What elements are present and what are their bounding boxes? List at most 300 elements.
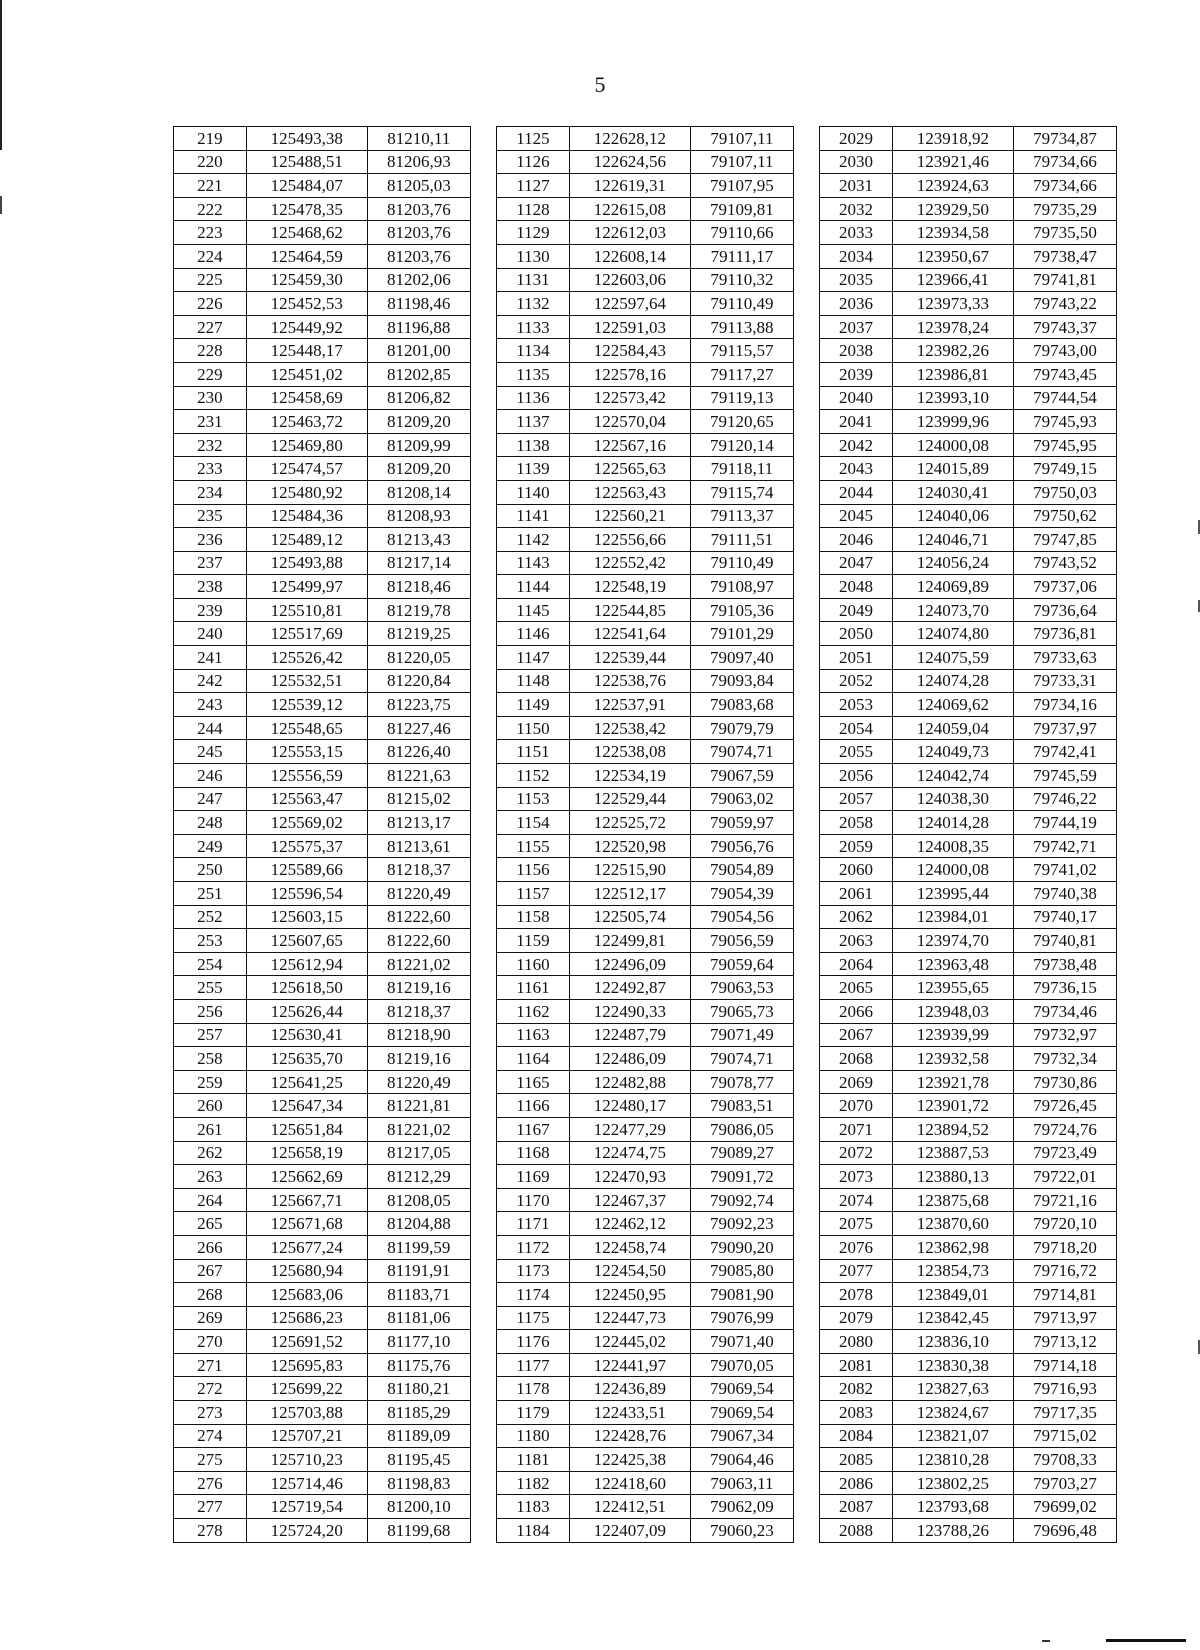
- cell-y-coordinate: 79713,97: [1013, 1306, 1116, 1330]
- table-row: [174, 646, 1117, 670]
- cell-y-coordinate: 79067,59: [690, 764, 793, 788]
- cell-point-number: 278: [174, 1519, 247, 1543]
- table-row: [174, 174, 1117, 198]
- cell-point-number: 224: [174, 244, 247, 268]
- column-gap: [793, 929, 819, 953]
- column-gap: [793, 811, 819, 835]
- table-row: [174, 386, 1117, 410]
- cell-x-coordinate: 125707,21: [246, 1424, 367, 1448]
- cell-y-coordinate: 79716,72: [1013, 1259, 1116, 1283]
- table-row: [174, 1094, 1117, 1118]
- column-gap: [470, 315, 496, 339]
- cell-x-coordinate: 122556,66: [569, 528, 690, 552]
- column-gap: [793, 1353, 819, 1377]
- cell-y-coordinate: 79716,93: [1013, 1377, 1116, 1401]
- table-row: [174, 740, 1117, 764]
- cell-point-number: 1161: [497, 976, 570, 1000]
- cell-x-coordinate: 125710,23: [246, 1448, 367, 1472]
- cell-point-number: 271: [174, 1353, 247, 1377]
- cell-point-number: 2057: [820, 787, 893, 811]
- cell-x-coordinate: 123929,50: [892, 197, 1013, 221]
- cell-x-coordinate: 122624,56: [569, 150, 690, 174]
- cell-y-coordinate: 79741,81: [1013, 268, 1116, 292]
- cell-y-coordinate: 79054,39: [690, 882, 793, 906]
- cell-x-coordinate: 122539,44: [569, 646, 690, 670]
- cell-y-coordinate: 81227,46: [367, 716, 470, 740]
- cell-point-number: 275: [174, 1448, 247, 1472]
- cell-point-number: 221: [174, 174, 247, 198]
- cell-point-number: 2047: [820, 551, 893, 575]
- cell-point-number: 2065: [820, 976, 893, 1000]
- cell-point-number: 1126: [497, 150, 570, 174]
- column-gap: [793, 787, 819, 811]
- column-gap: [793, 1188, 819, 1212]
- cell-x-coordinate: 125493,38: [246, 127, 367, 151]
- cell-y-coordinate: 79086,05: [690, 1117, 793, 1141]
- cell-x-coordinate: 122608,14: [569, 244, 690, 268]
- cell-y-coordinate: 79733,63: [1013, 646, 1116, 670]
- column-gap: [470, 669, 496, 693]
- cell-x-coordinate: 122544,85: [569, 598, 690, 622]
- cell-point-number: 2083: [820, 1401, 893, 1425]
- cell-point-number: 263: [174, 1165, 247, 1189]
- cell-x-coordinate: 122499,81: [569, 929, 690, 953]
- cell-point-number: 2058: [820, 811, 893, 835]
- column-gap: [470, 693, 496, 717]
- cell-y-coordinate: 81222,60: [367, 905, 470, 929]
- cell-y-coordinate: 79078,77: [690, 1070, 793, 1094]
- cell-x-coordinate: 125626,44: [246, 999, 367, 1023]
- column-gap: [470, 1424, 496, 1448]
- cell-y-coordinate: 79724,76: [1013, 1117, 1116, 1141]
- cell-x-coordinate: 122450,95: [569, 1283, 690, 1307]
- cell-x-coordinate: 125719,54: [246, 1495, 367, 1519]
- table-row: [174, 127, 1117, 151]
- table-row: [174, 811, 1117, 835]
- cell-x-coordinate: 122480,17: [569, 1094, 690, 1118]
- cell-x-coordinate: 122487,79: [569, 1023, 690, 1047]
- cell-point-number: 2035: [820, 268, 893, 292]
- column-gap: [793, 1235, 819, 1259]
- cell-x-coordinate: 123875,68: [892, 1188, 1013, 1212]
- scan-edge-mark: [1106, 1639, 1186, 1642]
- cell-point-number: 265: [174, 1212, 247, 1236]
- cell-point-number: 252: [174, 905, 247, 929]
- column-gap: [470, 716, 496, 740]
- cell-x-coordinate: 125603,15: [246, 905, 367, 929]
- cell-x-coordinate: 122458,74: [569, 1235, 690, 1259]
- cell-point-number: 2079: [820, 1306, 893, 1330]
- cell-y-coordinate: 79113,88: [690, 315, 793, 339]
- cell-y-coordinate: 79734,16: [1013, 693, 1116, 717]
- cell-x-coordinate: 122603,06: [569, 268, 690, 292]
- cell-point-number: 242: [174, 669, 247, 693]
- cell-x-coordinate: 125607,65: [246, 929, 367, 953]
- cell-x-coordinate: 125671,68: [246, 1212, 367, 1236]
- cell-y-coordinate: 81213,17: [367, 811, 470, 835]
- column-gap: [793, 197, 819, 221]
- cell-y-coordinate: 79063,53: [690, 976, 793, 1000]
- cell-x-coordinate: 125630,41: [246, 1023, 367, 1047]
- cell-x-coordinate: 122597,64: [569, 292, 690, 316]
- cell-point-number: 244: [174, 716, 247, 740]
- cell-y-coordinate: 81196,88: [367, 315, 470, 339]
- column-gap: [793, 669, 819, 693]
- cell-point-number: 1172: [497, 1235, 570, 1259]
- column-gap: [793, 315, 819, 339]
- cell-x-coordinate: 124056,24: [892, 551, 1013, 575]
- cell-point-number: 2055: [820, 740, 893, 764]
- cell-y-coordinate: 79733,31: [1013, 669, 1116, 693]
- cell-x-coordinate: 124073,70: [892, 598, 1013, 622]
- cell-x-coordinate: 125489,12: [246, 528, 367, 552]
- cell-x-coordinate: 123824,67: [892, 1401, 1013, 1425]
- cell-x-coordinate: 124000,08: [892, 858, 1013, 882]
- column-gap: [793, 858, 819, 882]
- cell-y-coordinate: 79699,02: [1013, 1495, 1116, 1519]
- cell-point-number: 1125: [497, 127, 570, 151]
- table-row: [174, 834, 1117, 858]
- cell-x-coordinate: 123788,26: [892, 1519, 1013, 1543]
- cell-y-coordinate: 79118,11: [690, 457, 793, 481]
- cell-point-number: 260: [174, 1094, 247, 1118]
- cell-x-coordinate: 122515,90: [569, 858, 690, 882]
- cell-x-coordinate: 125484,07: [246, 174, 367, 198]
- cell-point-number: 264: [174, 1188, 247, 1212]
- cell-y-coordinate: 79067,34: [690, 1424, 793, 1448]
- cell-point-number: 1153: [497, 787, 570, 811]
- cell-y-coordinate: 79745,95: [1013, 433, 1116, 457]
- cell-y-coordinate: 81209,99: [367, 433, 470, 457]
- table-row: [174, 362, 1117, 386]
- cell-point-number: 1157: [497, 882, 570, 906]
- cell-x-coordinate: 125699,22: [246, 1377, 367, 1401]
- cell-point-number: 256: [174, 999, 247, 1023]
- cell-x-coordinate: 122520,98: [569, 834, 690, 858]
- cell-x-coordinate: 122570,04: [569, 410, 690, 434]
- column-gap: [793, 244, 819, 268]
- column-gap: [470, 1377, 496, 1401]
- cell-point-number: 1130: [497, 244, 570, 268]
- cell-y-coordinate: 79092,74: [690, 1188, 793, 1212]
- column-gap: [793, 174, 819, 198]
- cell-point-number: 276: [174, 1471, 247, 1495]
- cell-y-coordinate: 79120,65: [690, 410, 793, 434]
- cell-point-number: 240: [174, 622, 247, 646]
- column-gap: [470, 1471, 496, 1495]
- cell-y-coordinate: 79056,76: [690, 834, 793, 858]
- cell-x-coordinate: 123974,70: [892, 929, 1013, 953]
- table-row: [174, 1448, 1117, 1472]
- cell-y-coordinate: 79745,59: [1013, 764, 1116, 788]
- cell-y-coordinate: 79107,95: [690, 174, 793, 198]
- cell-point-number: 270: [174, 1330, 247, 1354]
- column-gap: [793, 433, 819, 457]
- cell-point-number: 1145: [497, 598, 570, 622]
- cell-x-coordinate: 123955,65: [892, 976, 1013, 1000]
- cell-point-number: 246: [174, 764, 247, 788]
- cell-x-coordinate: 125677,24: [246, 1235, 367, 1259]
- column-gap: [793, 1094, 819, 1118]
- cell-y-coordinate: 79089,27: [690, 1141, 793, 1165]
- cell-point-number: 219: [174, 127, 247, 151]
- cell-x-coordinate: 123827,63: [892, 1377, 1013, 1401]
- coordinates-table-body: [174, 127, 1117, 1543]
- cell-x-coordinate: 122467,37: [569, 1188, 690, 1212]
- column-gap: [470, 905, 496, 929]
- table-row: [174, 622, 1117, 646]
- cell-x-coordinate: 124042,74: [892, 764, 1013, 788]
- cell-x-coordinate: 124008,35: [892, 834, 1013, 858]
- cell-x-coordinate: 123963,48: [892, 952, 1013, 976]
- cell-y-coordinate: 79064,46: [690, 1448, 793, 1472]
- cell-x-coordinate: 122541,64: [569, 622, 690, 646]
- cell-x-coordinate: 122512,17: [569, 882, 690, 906]
- cell-y-coordinate: 79708,33: [1013, 1448, 1116, 1472]
- cell-x-coordinate: 122428,76: [569, 1424, 690, 1448]
- cell-y-coordinate: 79735,50: [1013, 221, 1116, 245]
- cell-point-number: 1174: [497, 1283, 570, 1307]
- cell-x-coordinate: 123901,72: [892, 1094, 1013, 1118]
- cell-y-coordinate: 81221,02: [367, 952, 470, 976]
- cell-x-coordinate: 125680,94: [246, 1259, 367, 1283]
- table-row: [174, 1330, 1117, 1354]
- cell-y-coordinate: 81220,49: [367, 882, 470, 906]
- cell-y-coordinate: 79111,17: [690, 244, 793, 268]
- table-row: [174, 1495, 1117, 1519]
- cell-y-coordinate: 79074,71: [690, 1047, 793, 1071]
- cell-y-coordinate: 79714,18: [1013, 1353, 1116, 1377]
- cell-point-number: 1149: [497, 693, 570, 717]
- cell-point-number: 1181: [497, 1448, 570, 1472]
- cell-point-number: 232: [174, 433, 247, 457]
- cell-y-coordinate: 79750,03: [1013, 480, 1116, 504]
- column-gap: [793, 834, 819, 858]
- table-row: [174, 480, 1117, 504]
- cell-point-number: 1158: [497, 905, 570, 929]
- cell-y-coordinate: 79108,97: [690, 575, 793, 599]
- cell-point-number: 1169: [497, 1165, 570, 1189]
- column-gap: [470, 882, 496, 906]
- cell-x-coordinate: 125691,52: [246, 1330, 367, 1354]
- table-row: [174, 764, 1117, 788]
- cell-point-number: 2029: [820, 127, 893, 151]
- table-row: [174, 1117, 1117, 1141]
- cell-point-number: 1155: [497, 834, 570, 858]
- cell-point-number: 257: [174, 1023, 247, 1047]
- cell-point-number: 274: [174, 1424, 247, 1448]
- cell-point-number: 1167: [497, 1117, 570, 1141]
- cell-x-coordinate: 125468,62: [246, 221, 367, 245]
- cell-y-coordinate: 79745,93: [1013, 410, 1116, 434]
- cell-x-coordinate: 122407,09: [569, 1519, 690, 1543]
- cell-x-coordinate: 124069,62: [892, 693, 1013, 717]
- cell-x-coordinate: 122563,43: [569, 480, 690, 504]
- cell-y-coordinate: 79120,14: [690, 433, 793, 457]
- cell-x-coordinate: 125451,02: [246, 362, 367, 386]
- cell-y-coordinate: 81217,14: [367, 551, 470, 575]
- cell-y-coordinate: 79737,97: [1013, 716, 1116, 740]
- column-gap: [470, 929, 496, 953]
- cell-point-number: 2038: [820, 339, 893, 363]
- cell-y-coordinate: 81218,37: [367, 999, 470, 1023]
- cell-x-coordinate: 122619,31: [569, 174, 690, 198]
- cell-x-coordinate: 123880,13: [892, 1165, 1013, 1189]
- column-gap: [793, 693, 819, 717]
- cell-point-number: 2039: [820, 362, 893, 386]
- cell-point-number: 1184: [497, 1519, 570, 1543]
- table-row: [174, 1141, 1117, 1165]
- cell-x-coordinate: 125618,50: [246, 976, 367, 1000]
- table-row: [174, 457, 1117, 481]
- cell-y-coordinate: 81204,88: [367, 1212, 470, 1236]
- cell-y-coordinate: 79107,11: [690, 127, 793, 151]
- cell-x-coordinate: 123966,41: [892, 268, 1013, 292]
- table-row: [174, 1023, 1117, 1047]
- cell-point-number: 231: [174, 410, 247, 434]
- cell-point-number: 229: [174, 362, 247, 386]
- cell-point-number: 1141: [497, 504, 570, 528]
- cell-point-number: 1148: [497, 669, 570, 693]
- cell-y-coordinate: 79717,35: [1013, 1401, 1116, 1425]
- cell-x-coordinate: 125662,69: [246, 1165, 367, 1189]
- column-gap: [470, 1141, 496, 1165]
- cell-x-coordinate: 125612,94: [246, 952, 367, 976]
- table-row: [174, 858, 1117, 882]
- cell-point-number: 226: [174, 292, 247, 316]
- cell-x-coordinate: 122560,21: [569, 504, 690, 528]
- cell-y-coordinate: 79054,89: [690, 858, 793, 882]
- cell-point-number: 254: [174, 952, 247, 976]
- cell-y-coordinate: 81208,93: [367, 504, 470, 528]
- cell-point-number: 2076: [820, 1235, 893, 1259]
- cell-point-number: 2071: [820, 1117, 893, 1141]
- column-gap: [470, 834, 496, 858]
- cell-y-coordinate: 81223,75: [367, 693, 470, 717]
- cell-x-coordinate: 122537,91: [569, 693, 690, 717]
- column-gap: [470, 1117, 496, 1141]
- cell-x-coordinate: 125480,92: [246, 480, 367, 504]
- cell-y-coordinate: 81202,06: [367, 268, 470, 292]
- cell-point-number: 2073: [820, 1165, 893, 1189]
- cell-point-number: 2041: [820, 410, 893, 434]
- cell-x-coordinate: 125458,69: [246, 386, 367, 410]
- cell-point-number: 1183: [497, 1495, 570, 1519]
- cell-point-number: 266: [174, 1235, 247, 1259]
- cell-x-coordinate: 125452,53: [246, 292, 367, 316]
- column-gap: [470, 622, 496, 646]
- cell-x-coordinate: 125641,25: [246, 1070, 367, 1094]
- cell-x-coordinate: 123821,07: [892, 1424, 1013, 1448]
- cell-y-coordinate: 81219,78: [367, 598, 470, 622]
- cell-x-coordinate: 125499,97: [246, 575, 367, 599]
- cell-point-number: 2077: [820, 1259, 893, 1283]
- column-gap: [793, 1401, 819, 1425]
- table-row: [174, 1212, 1117, 1236]
- column-gap: [793, 1165, 819, 1189]
- cell-y-coordinate: 79115,74: [690, 480, 793, 504]
- cell-point-number: 249: [174, 834, 247, 858]
- cell-point-number: 1180: [497, 1424, 570, 1448]
- cell-x-coordinate: 123993,10: [892, 386, 1013, 410]
- cell-x-coordinate: 125510,81: [246, 598, 367, 622]
- cell-y-coordinate: 81221,02: [367, 1117, 470, 1141]
- column-gap: [793, 292, 819, 316]
- cell-x-coordinate: 125703,88: [246, 1401, 367, 1425]
- cell-y-coordinate: 81200,10: [367, 1495, 470, 1519]
- cell-point-number: 2088: [820, 1519, 893, 1543]
- column-gap: [470, 811, 496, 835]
- cell-point-number: 2072: [820, 1141, 893, 1165]
- column-gap: [793, 1306, 819, 1330]
- cell-y-coordinate: 79743,37: [1013, 315, 1116, 339]
- cell-point-number: 2053: [820, 693, 893, 717]
- cell-point-number: 225: [174, 268, 247, 292]
- cell-point-number: 237: [174, 551, 247, 575]
- cell-point-number: 243: [174, 693, 247, 717]
- column-gap: [793, 622, 819, 646]
- column-gap: [793, 598, 819, 622]
- table-row: [174, 150, 1117, 174]
- cell-point-number: 255: [174, 976, 247, 1000]
- column-gap: [470, 1212, 496, 1236]
- cell-x-coordinate: 125526,42: [246, 646, 367, 670]
- cell-x-coordinate: 123973,33: [892, 292, 1013, 316]
- cell-y-coordinate: 81222,60: [367, 929, 470, 953]
- cell-x-coordinate: 125463,72: [246, 410, 367, 434]
- column-gap: [470, 858, 496, 882]
- cell-point-number: 2078: [820, 1283, 893, 1307]
- cell-point-number: 1176: [497, 1330, 570, 1354]
- cell-point-number: 1147: [497, 646, 570, 670]
- cell-x-coordinate: 125569,02: [246, 811, 367, 835]
- cell-y-coordinate: 79110,49: [690, 292, 793, 316]
- table-row: [174, 504, 1117, 528]
- cell-x-coordinate: 124030,41: [892, 480, 1013, 504]
- cell-y-coordinate: 79054,56: [690, 905, 793, 929]
- cell-x-coordinate: 122492,87: [569, 976, 690, 1000]
- cell-point-number: 2044: [820, 480, 893, 504]
- cell-x-coordinate: 125596,54: [246, 882, 367, 906]
- cell-y-coordinate: 79740,38: [1013, 882, 1116, 906]
- column-gap: [793, 882, 819, 906]
- cell-x-coordinate: 123836,10: [892, 1330, 1013, 1354]
- cell-y-coordinate: 79735,29: [1013, 197, 1116, 221]
- cell-x-coordinate: 123862,98: [892, 1235, 1013, 1259]
- column-gap: [470, 1330, 496, 1354]
- cell-y-coordinate: 79744,19: [1013, 811, 1116, 835]
- cell-x-coordinate: 123842,45: [892, 1306, 1013, 1330]
- cell-point-number: 233: [174, 457, 247, 481]
- cell-point-number: 1129: [497, 221, 570, 245]
- cell-x-coordinate: 124000,08: [892, 433, 1013, 457]
- cell-point-number: 2059: [820, 834, 893, 858]
- cell-y-coordinate: 79718,20: [1013, 1235, 1116, 1259]
- column-gap: [470, 787, 496, 811]
- cell-x-coordinate: 123918,92: [892, 127, 1013, 151]
- column-gap: [470, 1235, 496, 1259]
- cell-x-coordinate: 123950,67: [892, 244, 1013, 268]
- table-row: [174, 669, 1117, 693]
- table-row: [174, 339, 1117, 363]
- cell-x-coordinate: 122445,02: [569, 1330, 690, 1354]
- column-gap: [470, 1259, 496, 1283]
- cell-point-number: 1159: [497, 929, 570, 953]
- column-gap: [793, 1519, 819, 1543]
- cell-y-coordinate: 79091,72: [690, 1165, 793, 1189]
- cell-y-coordinate: 79113,37: [690, 504, 793, 528]
- cell-x-coordinate: 122505,74: [569, 905, 690, 929]
